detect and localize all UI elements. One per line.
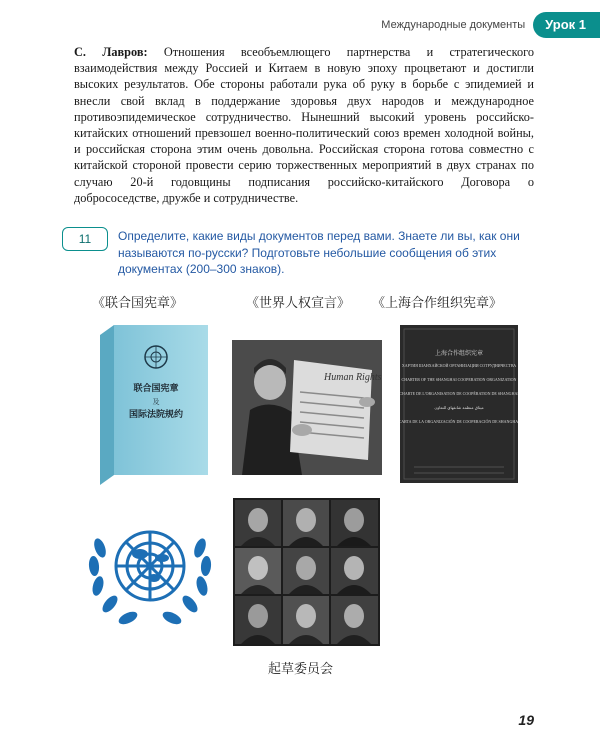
sco-line-3: CHARTER OF THE SHANGHAI COOPERATION ORGANIZATION	[401, 377, 517, 382]
section-title: Международные документы	[381, 19, 526, 31]
un-charter-book-image	[100, 325, 208, 485]
speaker-name: С. Лавров:	[74, 45, 148, 59]
sco-charter-cover-image	[400, 325, 518, 483]
page-header	[381, 12, 600, 38]
sco-line-4: CHARTE DE L'ORGANISATION DE COOPÉRATION DE SHANGHAI	[400, 391, 518, 396]
book-title-line3: 国际法院规约	[128, 410, 184, 420]
lesson-tab: Урок 1	[533, 12, 600, 38]
dialogue-text: Отношения всеобъемлющего партнерства и стратегического взаимодействия между Россией и Китаем в новую эпоху процветают и достигли высоких результатов. Обе стороны работали рука об руку в борьбе с эпидемией и внесли свой вклад в поддержание здоровья двух народов и международное противоэпидемическое сотрудничество. Нынешний высокий уровень российско-китайских отношений превзошел военно-политический союз времен холодной войны, и российская сторона этим очень довольна. Российская сторона готова совместно с китайской стороной провести серию торжественных мероприятий в двух странах по случаю 20-й годовщины подписания российско-китайского Договора о добрососедстве, дружбе и сотрудничестве.	[74, 45, 534, 205]
caption-sco-charter: 《上海合作组织宪章》	[372, 296, 503, 311]
sco-line-6: CARTA DE LA ORGANIZACIÓN DE COOPERACIÓN DE SHANGHAI	[400, 419, 518, 424]
drafting-committee-photo-grid	[233, 498, 380, 646]
un-emblem-image	[80, 508, 220, 634]
udhr-photo	[232, 340, 382, 475]
caption-udhr: 《世界人权宣言》	[246, 296, 351, 311]
dialogue-paragraph	[74, 44, 534, 206]
caption-drafting-committee: 起草委员会	[268, 662, 334, 677]
sco-line-5: ميثاق منظمة شانغهاي للتعاون	[434, 405, 484, 410]
sco-line-1: 上海合作组织宪章	[434, 350, 484, 357]
sco-line-2: ХАРТИЯ ШАНХАЙСКОЙ ОРГАНИЗАЦИИ СОТРУДНИЧЕСТВА	[401, 363, 517, 368]
caption-un-charter: 《联合国宪章》	[92, 296, 184, 311]
book-title-line1: 联合国宪章	[133, 384, 179, 394]
page-number: 19	[518, 712, 534, 728]
book-title-line2: 及	[152, 398, 160, 406]
task-instructions: Определите, какие виды документов перед вами. Знаете ли вы, как они называются по-русски? Подготовьте небольшие сообщения об этих документах (200–300 знаков).	[118, 229, 520, 276]
task-number-badge: 11	[62, 227, 108, 251]
poster-title: Human Rights	[324, 372, 382, 383]
